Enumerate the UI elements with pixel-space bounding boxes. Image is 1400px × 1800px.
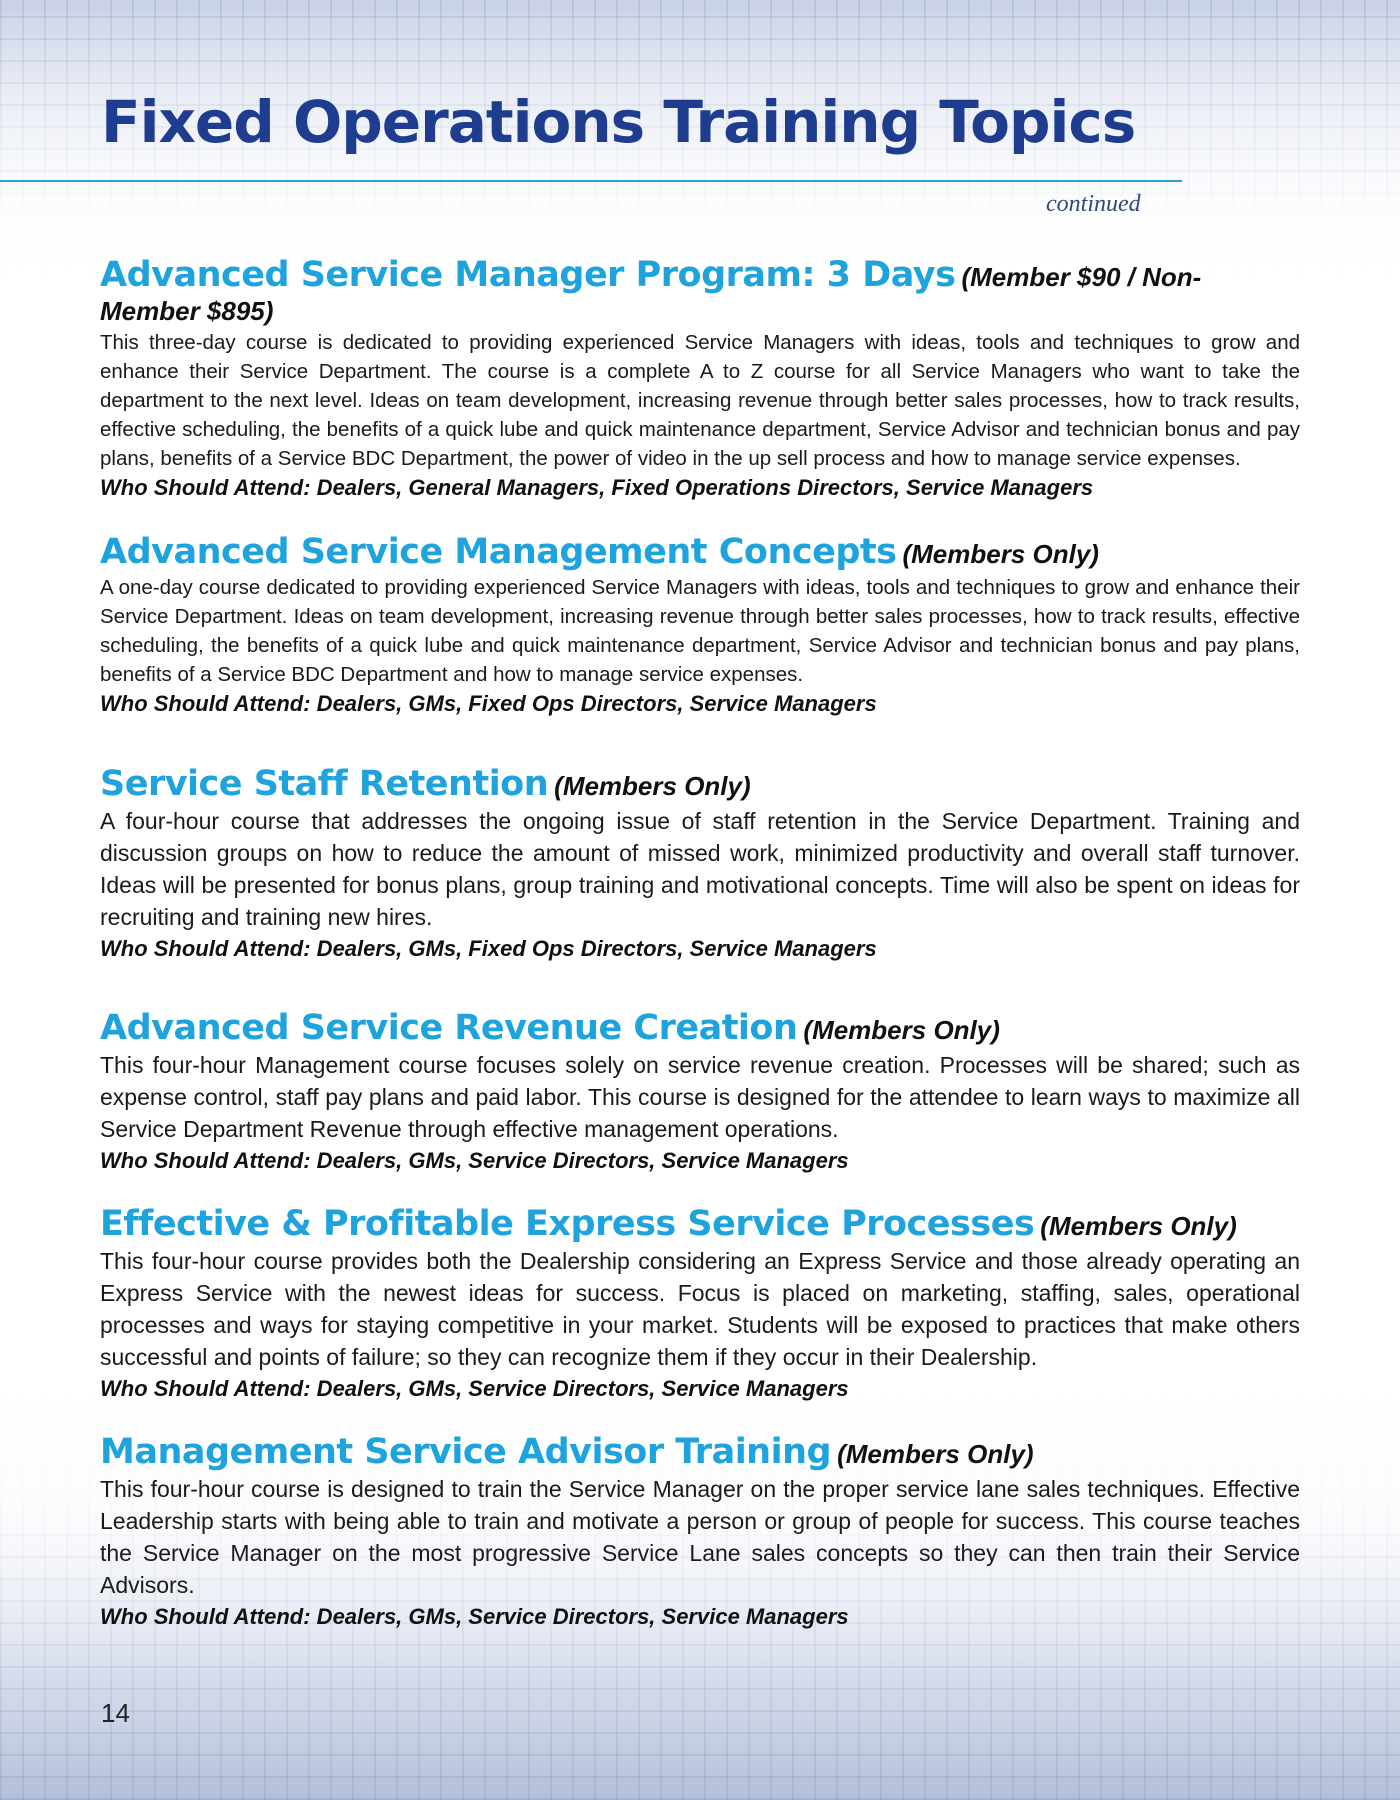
topic-price: (Members Only) [1040, 1210, 1237, 1241]
topic-heading [100, 1203, 1300, 1245]
topic-price: (Members Only) [554, 770, 751, 801]
topic-price: (Member $90 / Non-Member $895) [100, 262, 1202, 326]
topic-title: Management Service Advisor Training [100, 1431, 832, 1472]
topic-audience: Who Should Attend: Dealers, GMs, Service Directors, Service Managers [100, 1375, 849, 1401]
topic-description: A four-hour course that addresses the ongoing issue of staff retention in the Service Department. Training and discussion groups on how to reduce the amount of missed work, minimized productivity and overall staff turnover. Ideas will be presented for bonus plans, group training and motivational concepts. Time will also be spent on ideas for recruiting and training new hires. [100, 807, 1300, 930]
topic-title: Service Staff Retention [100, 763, 549, 804]
topic-audience: Who Should Attend: Dealers, GMs, Service Directors, Service Managers [100, 1603, 849, 1629]
topic-description: This three-day course is dedicated to providing experienced Service Managers with ideas, tools and techniques to grow and enhance their Service Department. The course is a complete A to Z course for all Service Managers who want to take the department to the next level. Ideas on team development, increasing revenue through better sales processes, how to track results, effective scheduling, the benefits of a quick lube and quick maintenance department, Service Advisor and technician bonus and pay plans, benefits of a Service BDC Department, the power of video in the up sell process and how to manage service expenses. [100, 330, 1300, 470]
topic-heading [100, 1431, 1300, 1473]
topic-audience: Who Should Attend: Dealers, General Managers, Fixed Operations Directors, Service Managers [100, 474, 1094, 500]
topic-heading [100, 254, 1300, 328]
topic-management-service-advisor-training [100, 1431, 1300, 1633]
topics-list [100, 254, 1300, 1633]
topic-price: (Members Only) [837, 1438, 1034, 1469]
continued-label: continued [1046, 191, 1141, 217]
topic-heading [100, 1007, 1300, 1049]
topic-title: Advanced Service Management Concepts [100, 531, 897, 572]
topic-advanced-service-manager-program [100, 254, 1300, 503]
topic-description: This four-hour course is designed to train the Service Manager on the proper service lane sales techniques. Effective Leadership starts with being able to train and motivate a person or group of people for success. This course teaches the Service Manager on the most progressive Service Lane sales concepts so they can then train their Service Advisors. [100, 1475, 1300, 1598]
topic-advanced-service-revenue-creation [100, 1007, 1300, 1177]
topic-description: This four-hour course provides both the Dealership considering an Express Service and those already operating an Express Service with the newest ideas for success. Focus is placed on marketing, staffing, sales, operational processes and ways for staying competitive in your market. Students will be exposed to practices that make others successful and points of failure; so they can recognize them if they occur in their Dealership. [100, 1247, 1300, 1370]
topic-heading [100, 763, 1300, 805]
topic-express-service-processes [100, 1203, 1300, 1405]
topic-advanced-service-management-concepts [100, 531, 1300, 719]
topic-audience: Who Should Attend: Dealers, GMs, Fixed Ops Directors, Service Managers [100, 690, 877, 716]
page-title: Fixed Operations Training Topics [101, 88, 1136, 156]
title-divider [0, 180, 1182, 182]
topic-description: This four-hour Management course focuses solely on service revenue creation. Processes will be shared; such as expense control, staff pay plans and paid labor. This course is designed for the attendee to learn ways to maximize all Service Department Revenue through effective management operations. [100, 1051, 1300, 1142]
topic-audience: Who Should Attend: Dealers, GMs, Service Directors, Service Managers [100, 1147, 849, 1173]
topic-service-staff-retention [100, 763, 1300, 965]
page-number: 14 [101, 1698, 130, 1728]
topic-description: A one-day course dedicated to providing experienced Service Managers with ideas, tools and techniques to grow and enhance their Service Department. Ideas on team development, increasing revenue through better sales processes, how to track results, effective scheduling, the benefits of a quick lube and quick maintenance department, Service Advisor and technician bonus and pay plans, benefits of a Service BDC Department and how to manage service expenses. [100, 575, 1300, 686]
topic-price: (Members Only) [803, 1014, 1000, 1045]
topic-title: Advanced Service Manager Program: 3 Days [100, 255, 956, 295]
topic-heading [100, 531, 1300, 573]
topic-audience: Who Should Attend: Dealers, GMs, Fixed Ops Directors, Service Managers [100, 935, 877, 961]
topic-title: Advanced Service Revenue Creation [100, 1007, 798, 1048]
topic-price: (Members Only) [902, 538, 1099, 569]
topic-title: Effective & Profitable Express Service Processes [100, 1203, 1035, 1244]
